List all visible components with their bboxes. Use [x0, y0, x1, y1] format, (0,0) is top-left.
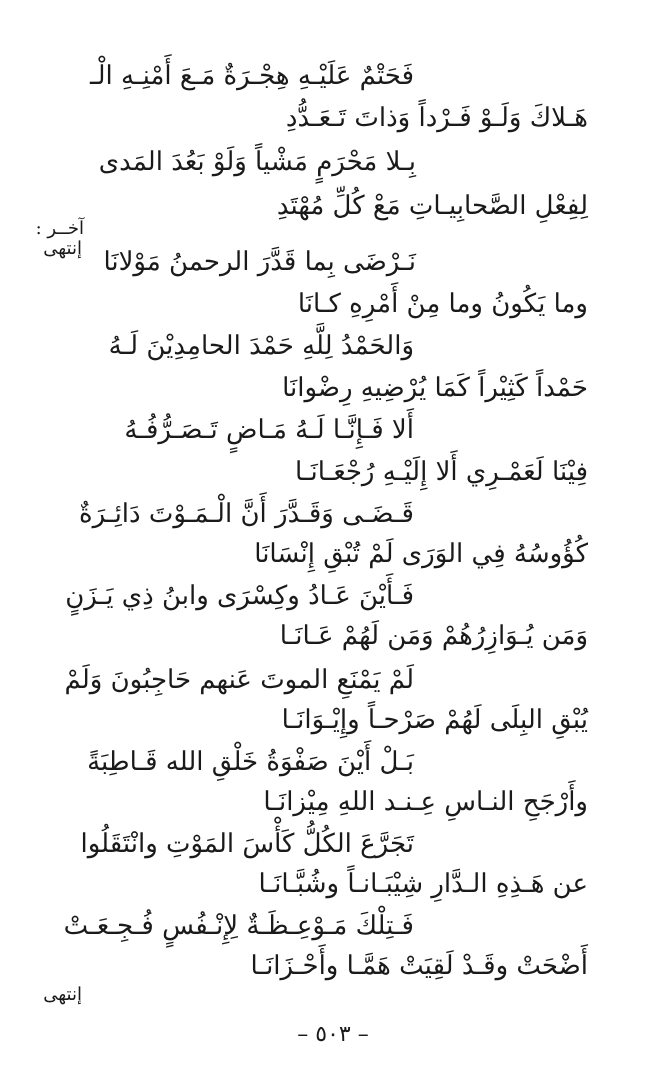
poem2-line-4: حَمْداً كَثِيْراً كَمَا يُرْضِيهِ رِضْوانَا [282, 373, 588, 403]
poem1-line-1: فَحَتْمٌ عَلَيْـهِ هِجْـرَةٌ مَـعَ أَمْنِـهِ الْـ [90, 61, 414, 91]
poem2-line-9: فَـأَيْنَ عَـادُ وكِسْرَى وابنُ ذِي يَـزَنٍ [65, 581, 414, 611]
poem2-heading: آخــر : [35, 218, 84, 239]
poem2-line-5: أَلا فَـإِنَّـا لَـهُ مَـاضٍ تَـصَـرُّفُـهُ [124, 415, 414, 445]
poem2-line-8: كُؤُوسُهُ فِي الوَرَى لَمْ تُبْقِ إِنْسَانَا [254, 539, 588, 569]
poem1-line-3: بِـلا مَحْرَمٍ مَشْياً وَلَوْ بَعُدَ المَدى [98, 147, 416, 177]
poem2-line-15: تَجَرَّعَ الكُلُّ كَأْسَ المَوْتِ وانْتَقَلُوا [80, 829, 414, 859]
poem2-line-17: فَـتِلْكَ مَـوْعِـظَـةٌ لِإِنْـفُسٍ فُـجِـعَـتْ [63, 911, 414, 941]
page-number: – ٥٠٣ – [297, 1022, 369, 1047]
poem1-line-2: هَـلاكَ وَلَـوْ فَـرْداً وَذاتَ تَـعَـدُّدِ [285, 103, 588, 133]
poem2-line-2: وما يَكُونُ وما مِنْ أَمْرِهِ كـانَا [297, 289, 588, 319]
poem2-line-7: قَـضَـى وَقَـدَّرَ أَنَّ الْـمَـوْتَ دَائِـرَةٌ [78, 499, 414, 529]
poem2-line-10: وَمَن يُـوَازِرُهُمْ وَمَن لَهُمْ عَـانَـا [279, 621, 588, 651]
poem2-line-14: وأَرْجَحِ النـاسِ عِـنـد اللهِ مِيْزانَـا [263, 787, 588, 817]
poem2-line-6: فِيْنَا لَعَمْـرِي أَلا إِلَيْـهِ رُجْعَـانَـا [295, 457, 588, 487]
poem2-line-3: وَالحَمْدُ لِلَّهِ حَمْدَ الحامِدِيْنَ لَـهُ [108, 331, 414, 361]
poem2-line-16: عن هَـذِهِ الـدَّارِ شِيْبَـانـاً وشُبَّـانَـا [258, 869, 588, 899]
poem2-line-13: بَـلْ أَيْنَ صَفْوَةُ خَلْقِ الله قَـاطِبَةً [87, 747, 414, 777]
poem2-line-1: نَـرْضَى بِما قَدَّرَ الرحمنُ مَوْلانَا [103, 247, 416, 277]
poem2-line-12: يُبْقِ البِلَى لَهُمْ صَرْحـاً وإِيْـوَانَـا [281, 705, 588, 735]
poem2-line-18: أَضْحَتْ وقَـدْ لَقِيَتْ هَمَّـا وأَحْـزَانَـا [250, 951, 588, 981]
poem1-end-mark: إنتهى [43, 238, 82, 259]
poem2-line-11: لَمْ يَمْنَعِ الموتَ عَنهم حَاجِبُونَ وَلَمْ [64, 665, 414, 695]
poem2-end-mark: إنتهى [43, 984, 82, 1005]
poem1-line-4: لِفِعْلِ الصَّحابِيـاتِ مَعْ كُلِّ مُهْتَدِ [276, 191, 588, 221]
